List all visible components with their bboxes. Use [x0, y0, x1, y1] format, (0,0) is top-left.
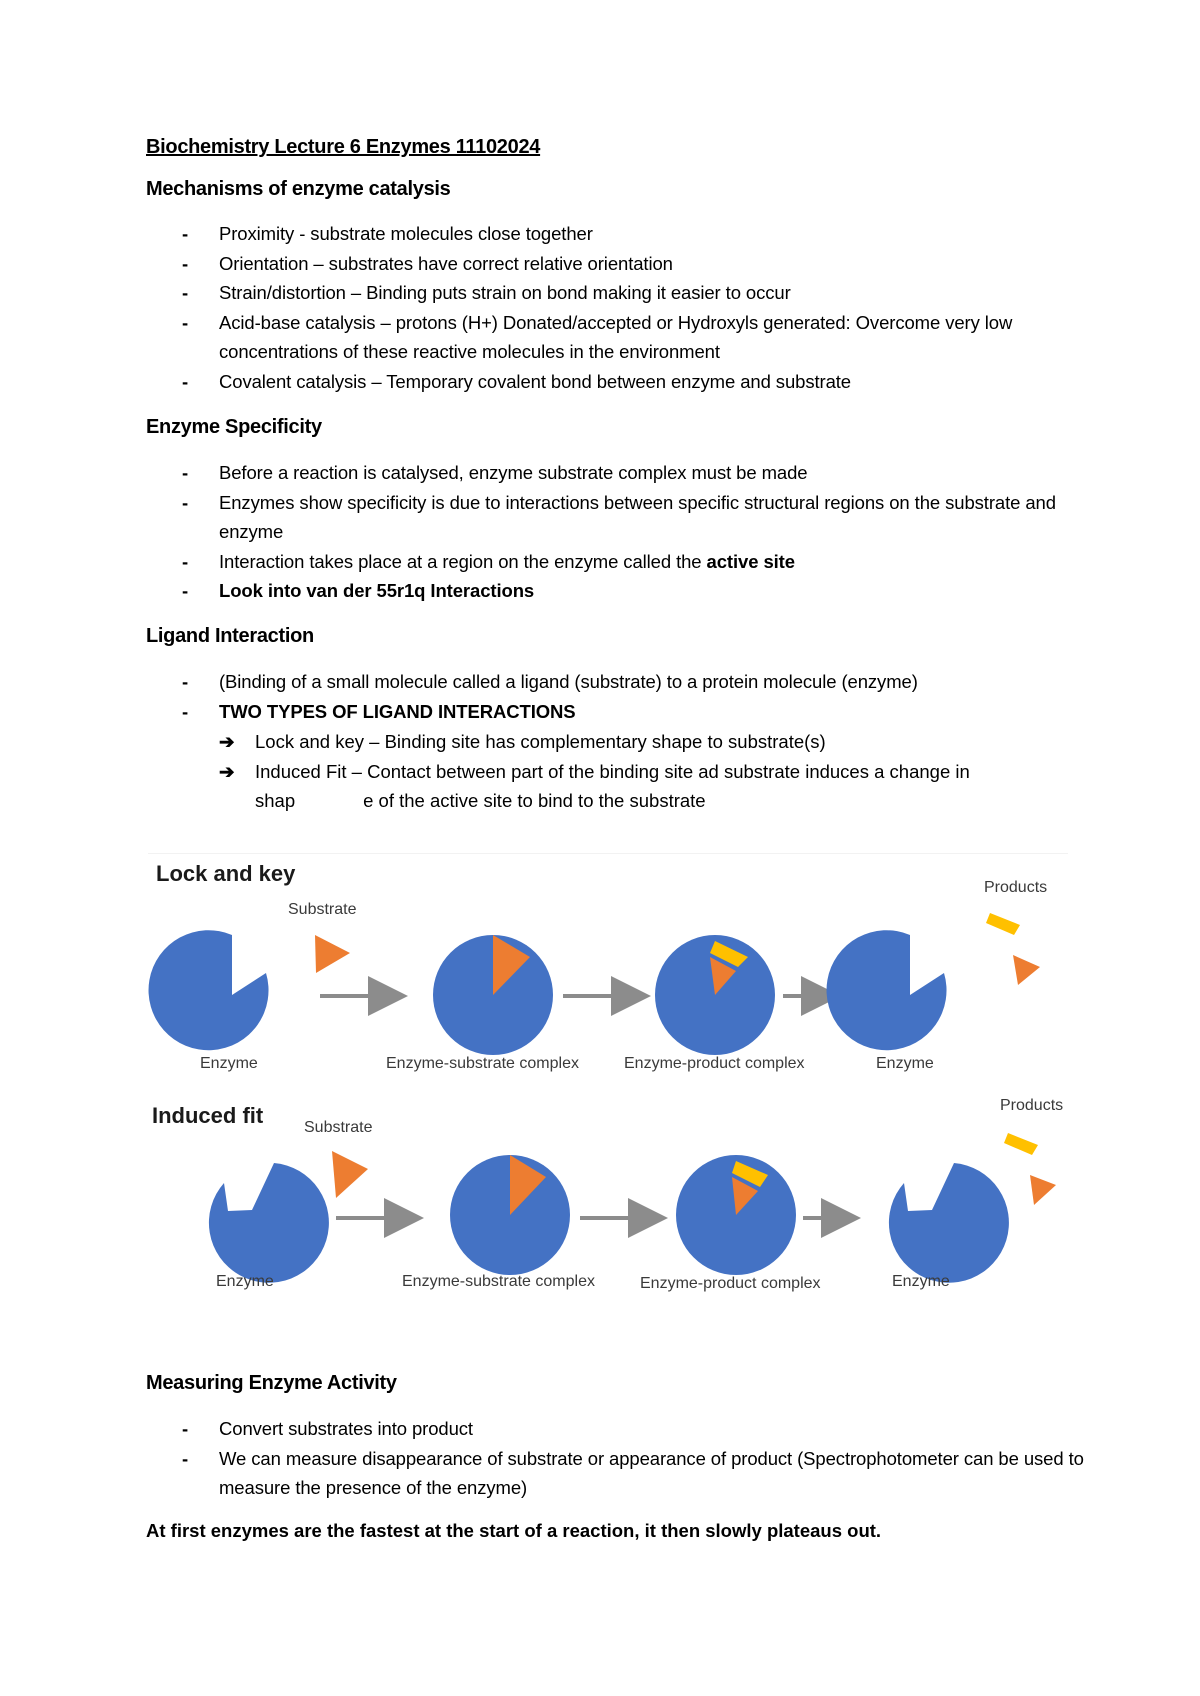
product-shape: [1004, 1133, 1038, 1155]
products-label: Products: [1000, 1097, 1064, 1114]
bullet-dash: -: [182, 311, 189, 333]
stage-label: Enzyme: [876, 1055, 934, 1072]
stage-label: Enzyme: [892, 1273, 950, 1290]
list-item: - Strain/distortion – Binding puts strain on bond making it easier to occur: [146, 278, 1086, 308]
bullet-dash: -: [182, 1418, 189, 1439]
list-item: - Interaction takes place at a region on the enzyme called the active site: [146, 547, 1086, 577]
bullet-dash: -: [182, 370, 189, 392]
list-item: - We can measure disappearance of substrate or appearance of product (Spectrophotometer can be used to measure the presence of the enzyme): [146, 1444, 1086, 1503]
enzyme-shape: [209, 1163, 329, 1283]
lock-key-heading: Lock and key: [156, 861, 296, 886]
list-measuring: [146, 1414, 1086, 1503]
stage-label: Enzyme: [200, 1055, 258, 1072]
heading-specificity: Enzyme Specificity: [146, 416, 322, 438]
list-item: - Before a reaction is catalysed, enzyme substrate complex must be made: [146, 458, 1086, 488]
bullet-dash: -: [182, 491, 189, 513]
list-item: - Proximity - substrate molecules close together: [146, 219, 1086, 249]
list-item: - Acid-base catalysis – protons (H+) Donated/accepted or Hydroxyls generated: Overcome very low concentrations of these reactive molecules in the environment: [146, 308, 1086, 367]
stage-label: Enzyme: [216, 1273, 274, 1290]
bullet-dash: -: [182, 282, 189, 303]
arrow-bullet-icon: ➔: [219, 731, 235, 752]
arrow-bullet-icon: ➔: [219, 760, 235, 782]
lock-key-row: [149, 913, 1040, 1055]
product-shape: [986, 913, 1020, 935]
closing-paragraph: At first enzymes are the fastest at the start of a reaction, it then slowly plateaus out.: [146, 1520, 882, 1541]
products-label: Products: [984, 879, 1048, 896]
bullet-dash: -: [182, 462, 189, 483]
bullet-dash: -: [182, 671, 189, 692]
list-ligand: [146, 667, 1086, 726]
stage-label: Enzyme-product complex: [640, 1275, 821, 1292]
stage-label: Enzyme-substrate complex: [402, 1273, 595, 1290]
induced-fit-heading: Induced fit: [152, 1103, 264, 1128]
active-site-term: active site: [706, 550, 795, 572]
substrate-shape: [315, 935, 350, 973]
enzyme-binding-diagram: [148, 853, 1068, 1298]
list-item: - Enzymes show specificity is due to interactions between specific structural regions on the substrate and enzyme: [146, 488, 1086, 547]
list-specificity: [146, 458, 1086, 606]
list-item: - (Binding of a small molecule called a ligand (substrate) to a protein molecule (enzyme): [146, 667, 1086, 697]
bullet-dash: -: [182, 1447, 189, 1469]
bullet-dash: -: [182, 700, 189, 722]
heading-mechanisms: Mechanisms of enzyme catalysis: [146, 178, 451, 200]
heading-measuring: Measuring Enzyme Activity: [146, 1372, 397, 1394]
diagram-graphics: [148, 853, 1068, 1298]
list-mechanisms: [146, 219, 1086, 396]
substrate-label: Substrate: [304, 1119, 373, 1136]
bullet-dash: -: [182, 223, 189, 244]
substrate-shape: [1030, 1175, 1056, 1205]
enzyme-shape: [889, 1163, 1009, 1283]
enzyme-shape: [149, 930, 269, 1050]
induced-fit-row: [209, 1133, 1056, 1283]
substrate-shape: [1013, 955, 1040, 985]
document-title: Biochemistry Lecture 6 Enzymes 11102024: [146, 136, 541, 158]
bullet-dash: -: [182, 252, 189, 274]
enzyme-shape: [827, 930, 947, 1050]
sub-list-item: ➔ Induced Fit – Contact between part of the binding site ad substrate induces a change in shap e of the active site to bind to the substrate: [219, 757, 1079, 816]
heading-ligand: Ligand Interaction: [146, 625, 314, 647]
list-item: - TWO TYPES OF LIGAND INTERACTIONS: [146, 697, 1086, 727]
substrate-label: Substrate: [288, 901, 357, 918]
bullet-dash: -: [182, 580, 189, 601]
list-item: - Covalent catalysis – Temporary covalent bond between enzyme and substrate: [146, 367, 1086, 397]
list-item: - Orientation – substrates have correct relative orientation: [146, 249, 1086, 279]
list-ligand-types: [219, 727, 1079, 816]
sub-list-item: ➔ Lock and key – Binding site has complementary shape to substrate(s): [219, 727, 1079, 757]
stage-label: Enzyme-substrate complex: [386, 1055, 579, 1072]
bullet-dash: -: [182, 550, 189, 572]
list-item: - Look into van der 55r1q Interactions: [146, 576, 1086, 606]
stage-label: Enzyme-product complex: [624, 1055, 805, 1072]
list-item: - Convert substrates into product: [146, 1414, 1086, 1444]
substrate-shape: [332, 1151, 368, 1198]
